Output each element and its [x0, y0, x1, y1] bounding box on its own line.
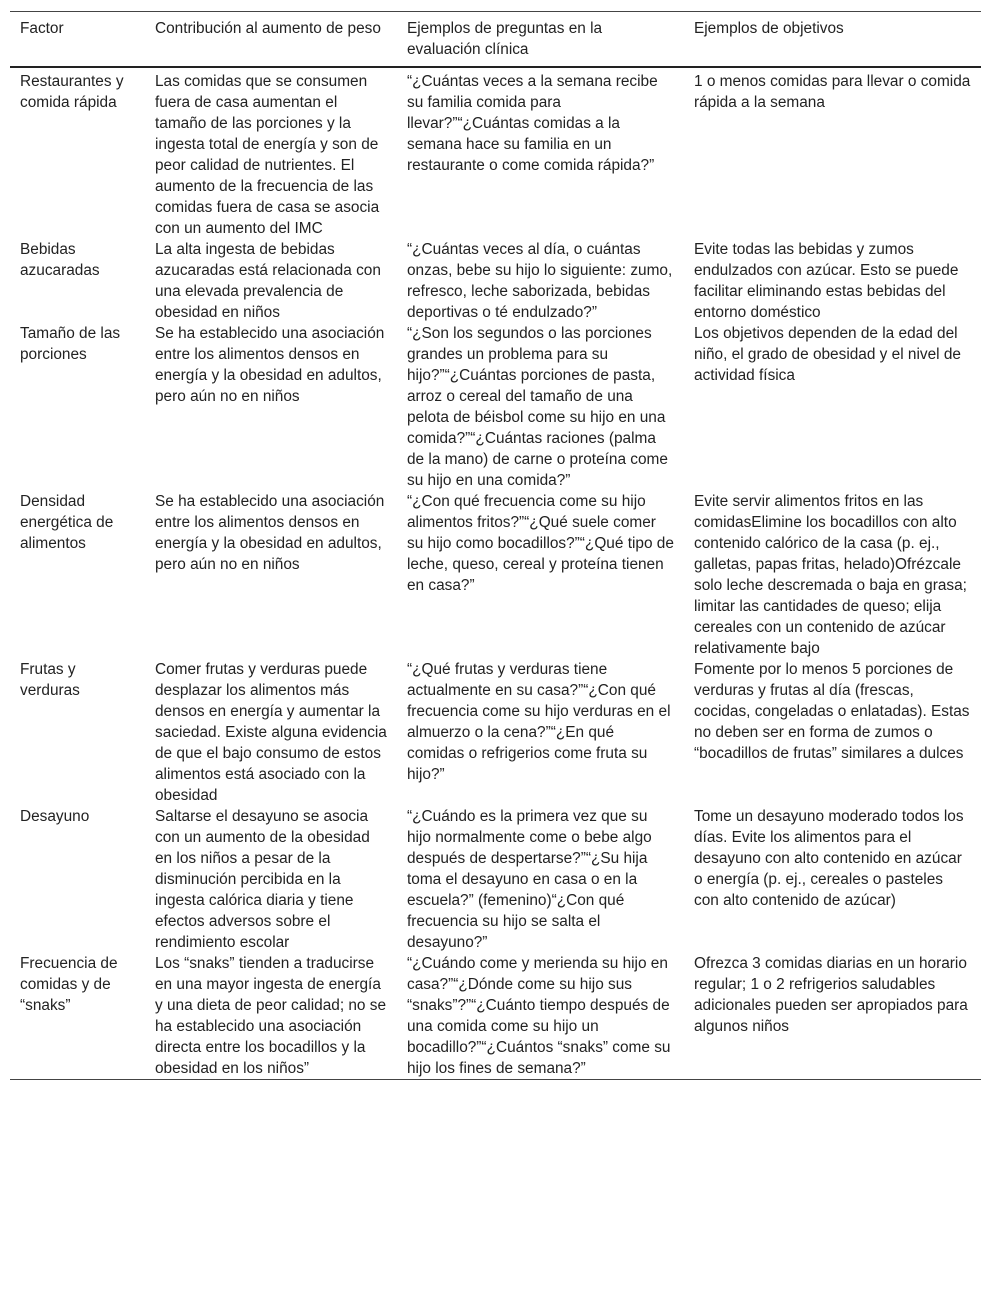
table-row	[10, 953, 981, 1080]
cell-objectives: Fomente por lo menos 5 porciones de verduras y frutas al día (frescas, cocidas, congeladas o enlatadas). Estas no deben ser en forma de zumos o “bocadillos de frutas” similares a dulces	[694, 661, 970, 762]
cell-factor: Bebidas azucaradas	[20, 241, 100, 279]
cell-contribution: Se ha establecido una asociación entre los alimentos densos en energía y la obesidad en adultos, pero aún no en niños	[155, 325, 385, 405]
table-row	[10, 806, 981, 953]
cell-objectives: Ofrezca 3 comidas diarias en un horario regular; 1 o 2 refrigerios saludables adicionales pueden ser apropiados para algunos niños	[694, 955, 968, 1035]
table-row	[10, 67, 981, 239]
cell-contribution: Se ha establecido una asociación entre los alimentos densos en energía y la obesidad en adultos, pero aún no en niños	[155, 493, 385, 573]
table-row	[10, 491, 981, 659]
table-row	[10, 659, 981, 806]
cell-factor: Densidad energética de alimentos	[20, 493, 114, 552]
cell-objectives: Tome un desayuno moderado todos los días. Evite los alimentos para el desayuno con alto contenido en azúcar o energía (p. ej., cereales o pasteles con alto contenido de azúcar)	[694, 808, 964, 909]
cell-objectives: Evite servir alimentos fritos en las comidasElimine los bocadillos con alto contenido calórico de la casa (p. ej., galletas, papas fritas, helado)Ofrézcale solo leche descremada o baja en grasa; limitar las cantidades de queso; elija cereales con un contenido de azúcar relativamente bajo	[694, 493, 967, 657]
cell-contribution: Las comidas que se consumen fuera de casa aumentan el tamaño de las porciones y la ingesta total de energía y son de peor calidad de nutrientes. El aumento de la frecuencia de las comidas fuera de casa se asocia con un aumento del IMC	[155, 73, 380, 237]
header-objectives: Ejemplos de objetivos	[694, 20, 844, 37]
header-questions: Ejemplos de preguntas en la evaluación clínica	[407, 20, 603, 58]
table-row	[10, 239, 981, 323]
cell-questions: “¿Son los segundos o las porciones grandes un problema para su hijo?”“¿Cuántas porciones de pasta, arroz o cereal del tamaño de una pelota de béisbol come su hijo en una comida?”“¿Cuántas raciones (palma de la mano) de carne o proteína come su hijo en una comida?”	[407, 325, 668, 489]
header-factor: Factor	[20, 20, 64, 37]
header-contribution: Contribución al aumento de peso	[155, 20, 381, 37]
table-header-row	[10, 12, 981, 68]
cell-questions: “¿Con qué frecuencia come su hijo alimentos fritos?”“¿Qué suele comer su hijo como bocadillos?”“¿Qué tipo de leche, queso, cereal y proteína tienen en casa?”	[407, 493, 674, 594]
nutrition-factors-table-wrapper	[10, 11, 981, 1080]
cell-contribution: Comer frutas y verduras puede desplazar los alimentos más densos en energía y aumentar la saciedad. Existe alguna evidencia de que el bajo consumo de estos alimentos está asociado con la obesidad	[155, 661, 387, 804]
cell-contribution: La alta ingesta de bebidas azucaradas está relacionada con una elevada prevalencia de obesidad en niños	[155, 241, 381, 321]
cell-contribution: Saltarse el desayuno se asocia con un aumento de la obesidad en los niños a pesar de la disminución percibida en la ingesta calórica diaria y tiene efectos adversos sobre el rendimiento escolar	[155, 808, 370, 951]
table-row	[10, 323, 981, 491]
cell-questions: “¿Qué frutas y verduras tiene actualmente en su casa?”“¿Con qué frecuencia come su hijo verduras en el almuerzo o la cena?”“¿En qué comidas o refrigerios come fruta su hijo?”	[407, 661, 671, 783]
cell-factor: Desayuno	[20, 808, 90, 825]
cell-questions: “¿Cuántas veces al día, o cuántas onzas, bebe su hijo lo siguiente: zumo, refresco, leche saborizada, bebidas deportivas o té endulzado?”	[407, 241, 673, 321]
cell-questions: “¿Cuándo come y merienda su hijo en casa?”“¿Dónde come su hijo sus “snaks”?”“¿Cuánto tiempo después de una comida come su hijo un bocadillo?”“¿Cuántos “snaks” come su hijo los fines de semana?”	[407, 955, 671, 1077]
cell-questions: “¿Cuándo es la primera vez que su hijo normalmente come o bebe algo después de despertarse?”“¿Su hija toma el desayuno en casa o en la escuela?” (femenino)“¿Con qué frecuencia su hijo se salta el desayuno?”	[407, 808, 652, 951]
cell-objectives: Evite todas las bebidas y zumos endulzados con azúcar. Esto se puede facilitar eliminando estas bebidas del entorno doméstico	[694, 241, 959, 321]
nutrition-factors-table	[10, 11, 981, 1080]
cell-factor: Frutas y verduras	[20, 661, 80, 699]
cell-factor: Restaurantes y comida rápida	[20, 73, 124, 111]
cell-factor: Frecuencia de comidas y de “snaks”	[20, 955, 118, 1014]
cell-questions: “¿Cuántas veces a la semana recibe su familia comida para llevar?”“¿Cuántas comidas a la semana hace su familia en un restaurante o come comida rápida?”	[407, 73, 658, 174]
cell-contribution: Los “snaks” tienden a traducirse en una mayor ingesta de energía y una dieta de peor calidad; no se ha establecido una asociación directa entre los bocadillos y la obesidad en los niños”	[155, 955, 387, 1077]
cell-objectives: Los objetivos dependen de la edad del niño, el grado de obesidad y el nivel de actividad física	[694, 325, 961, 384]
cell-factor: Tamaño de las porciones	[20, 325, 121, 363]
cell-objectives: 1 o menos comidas para llevar o comida rápida a la semana	[694, 73, 971, 111]
